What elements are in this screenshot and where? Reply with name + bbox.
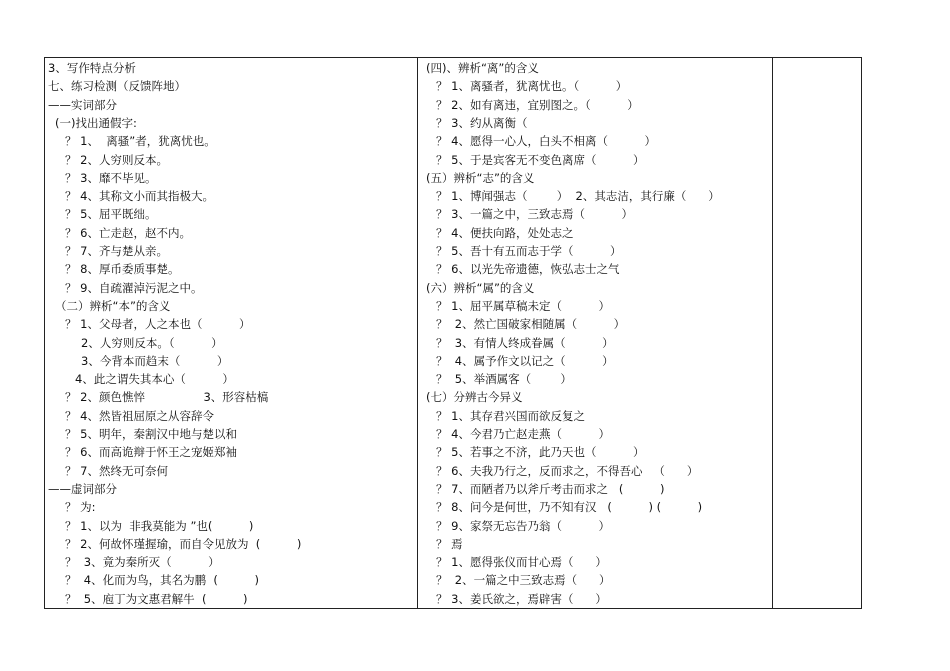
text-line: ？ 3、有情人终成眷属（ ） (436, 335, 614, 350)
text-line: ？ 3、约从离衡（ (436, 115, 528, 130)
text-line: ？ 7、然终无可奈何 (65, 463, 168, 478)
text-line: ？ 6、夫我乃行之，反而求之，不得吾心 （ ） (436, 463, 699, 478)
text-line: ？ 2、颜色憔悴 3、形容枯槁 (65, 390, 269, 405)
text-line: ？ 4、今君乃亡赵走燕（ ） (436, 427, 611, 441)
text-line: ？ 5、屈平既绌。 (65, 207, 157, 222)
text-line: ？ 3、一篇之中，三致志焉（ ） (436, 207, 634, 222)
text-line: ？ 3、靡不毕见。 (65, 170, 157, 185)
text-line: ？ 5、于是宾客无不变色离席（ ） (436, 152, 645, 167)
text-line: ？ 2、何故怀瑾握瑜，而自令见放为 ( ) (65, 536, 302, 551)
middle-column (418, 58, 773, 608)
text-line: (六）辨析“属”的含义 (426, 280, 535, 295)
text-line: ？ 2、然亡国破家相随属（ ） (436, 317, 626, 332)
text-line: （二）辨析“本”的含义 (55, 298, 171, 313)
right-column-empty (773, 58, 861, 608)
text-line: ？ 2、人穷则反本。 (65, 152, 168, 167)
text-line: (七）分辨古今异义 (426, 390, 523, 405)
text-line: (五）辨析“志”的含义 (426, 170, 535, 185)
text-line: ？ 2、如有离违，宜别图之。（ ） (436, 97, 639, 112)
text-line: ？ 1、其存君兴国而欲反复之 (436, 408, 585, 423)
text-line: 3、写作特点分析 (48, 61, 136, 75)
text-line: ？ 4、便扶向路，处处志之 (436, 225, 574, 240)
text-line: ？ 1、博闻强志（ ） 2、其志洁，其行廉（ ） (436, 189, 720, 204)
text-line: ？ 4、其称文小而其指极大。 (65, 189, 214, 204)
text-line: ？ 为: (65, 500, 96, 515)
text-line: ？ 1、愿得张仪而甘心焉（ ） (436, 555, 607, 570)
text-line: ？ 8、厚币委质事楚。 (65, 262, 180, 277)
text-line: ？ 4、属予作文以记之（ ） (436, 353, 614, 368)
text-line: ？ 4、愿得一心人，白头不相离（ ） (436, 134, 657, 149)
text-line: ？ 5、庖丁为文惠君解牛 ( ) (65, 591, 248, 606)
text-line: ？ 1、屈平属草稿未定（ ） (436, 298, 611, 313)
text-line: ？ 6、以光先帝遗德，恢弘志士之气 (436, 262, 620, 277)
text-line: ？ 8、问今是何世，乃不知有汉 ( ) ( ) (436, 500, 703, 515)
text-line: 4、此之谓失其本心（ ） (75, 372, 234, 387)
text-line: 3、今背本而趋末（ ） (81, 353, 229, 368)
text-line: ？ 4、化而为鸟，其名为鹏 ( ) (65, 573, 259, 588)
text-line: ？ 1、 离骚”者，犹离忧也。 (65, 134, 216, 149)
text-line: 七、练习检测（反馈阵地） (48, 79, 186, 94)
text-line: ？ 5、明年，秦割汉中地与楚以和 (65, 427, 237, 441)
text-line: ？ 1、父母者，人之本也（ ） (65, 317, 251, 332)
text-line: ？ 焉 (436, 536, 463, 551)
text-line: ——虚词部分 (48, 481, 117, 496)
text-line: ？ 3、姜氏欲之，焉辟害（ ） (436, 591, 607, 606)
text-line: (一)找出通假字: (55, 115, 137, 130)
text-line: ？ 9、家祭无忘告乃翁（ ） (436, 518, 611, 533)
text-line: ？ 5、若事之不济，此乃天也（ ） (436, 445, 645, 460)
exercise-table (44, 57, 862, 609)
text-line: 2、人穷则反本。（ ） (81, 335, 223, 350)
text-line: ？ 3、竟为秦所灭（ ） (65, 555, 220, 570)
text-line: ？ 5、吾十有五而志于学（ ） (436, 244, 622, 258)
text-line: ——实词部分 (48, 97, 117, 112)
text-line: ？ 5、举酒属客（ ） (436, 372, 572, 387)
text-line: ？ 7、齐与楚从亲。 (65, 244, 168, 258)
text-line: ？ 1、离骚者，犹离忧也。（ ） (436, 79, 628, 94)
text-line: ？ 9、自疏濯淖污泥之中。 (65, 280, 203, 295)
text-line: ？ 6、而高诡辩于怀王之宠姬郑袖 (65, 445, 237, 460)
text-line: ？ 7、而陋者乃以斧斤考击而求之 ( ) (436, 481, 665, 496)
left-column (45, 58, 418, 608)
text-line: ？ 1、以为 非我莫能为 ”也( ) (65, 518, 254, 533)
text-line: ？ 4、然皆祖屈原之从容辞令 (65, 408, 214, 423)
text-line: ？ 2、一篇之中三致志焉（ ） (436, 573, 611, 588)
text-line: (四)、辨析“离”的含义 (426, 61, 539, 75)
text-line: ？ 6、亡走赵，赵不内。 (65, 225, 191, 240)
